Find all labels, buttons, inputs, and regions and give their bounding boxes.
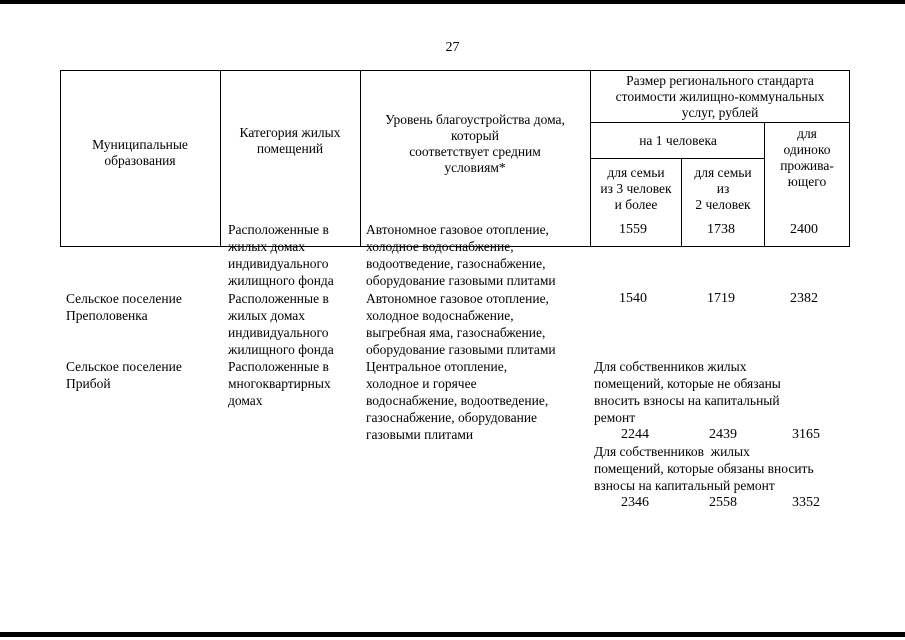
row1-value-family2: 1738 [707,222,735,237]
row2-category: Расположенные в жилых домах индивидуального жилищного фонда [228,291,334,357]
row3-value-b-family3: 2346 [621,495,649,510]
row2-value-family3: 1540 [619,291,647,306]
page-number: 27 [445,40,460,55]
row2-level: Автономное газовое отопление, холодное водоснабжение, выгребная яма, газоснабжение, оборудование газовыми плитами [366,291,556,357]
row1-category: Расположенные в жилых домах индивидуального жилищного фонда [228,222,334,288]
row2-value-single: 2382 [790,291,818,306]
row2-municipality: Сельское поселение Преполовенка [66,291,182,323]
row3-category: Расположенные в многоквартирных домах [228,359,331,408]
header-level: Уровень благоустройства дома, который соответствует средним условиям* [385,112,565,175]
row3-municipality: Сельское поселение Прибой [66,359,182,391]
row1-level: Автономное газовое отопление, холодное водоснабжение, водоотведение, газоснабжение, оборудование газовыми плитами [366,222,556,288]
row3-value-a-family2: 2439 [709,427,737,442]
header-single: для одиноко прожива- ющего [780,126,834,189]
row3-value-a-single: 3165 [792,427,820,442]
header-category: Категория жилых помещений [239,125,341,156]
header-divider [220,70,221,247]
top-rule [0,0,905,4]
header-family3: для семьи из 3 человек и более [600,165,672,212]
header-municipality: Муниципальные образования [92,137,188,168]
row3-value-b-family2: 2558 [709,495,737,510]
row1-value-single: 2400 [790,222,818,237]
row2-value-family2: 1719 [707,291,735,306]
header-per-person: на 1 человека [639,133,717,148]
row3-value-a-family3: 2244 [621,427,649,442]
header-divider [590,158,765,159]
header-divider [360,70,361,247]
header-family2: для семьи из 2 человек [694,165,752,212]
row3-level: Центральное отопление, холодное и горячее водоснабжение, водоотведение, газоснабжение, оборудование газовыми плитами [366,359,549,442]
row1-value-family3: 1559 [619,222,647,237]
row3-note-not-obliged: Для собственников жилых помещений, которые не обязаны вносить взносы на капитальный ремонт [594,359,781,425]
header-size-title: Размер регионального стандарта стоимости жилищно-коммунальных услуг, рублей [615,73,825,120]
header-divider [764,122,765,247]
header-divider [590,122,850,123]
row3-note-obliged: Для собственников жилых помещений, которые обязаны вносить взносы на капитальный ремонт [594,444,814,493]
row3-value-b-single: 3352 [792,495,820,510]
bottom-rule [0,632,905,637]
